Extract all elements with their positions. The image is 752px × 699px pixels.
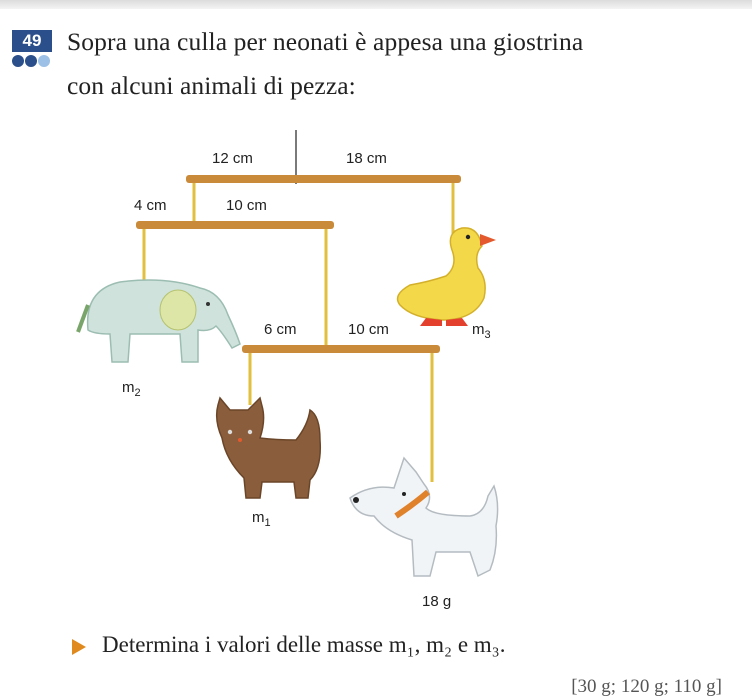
difficulty-dot-icon xyxy=(12,55,24,67)
lower-rod-right-arm-label: 10 cm xyxy=(348,321,389,338)
elephant-mass-label: $m_2$ xyxy=(122,379,141,399)
cat-icon xyxy=(217,398,321,529)
duck-mass-label: $m_3$ xyxy=(472,321,491,341)
top-border xyxy=(0,0,752,9)
problem-text-line-2: con alcuni animali di pezza: xyxy=(67,71,356,100)
mobile-figure xyxy=(70,120,510,610)
difficulty-dot-icon xyxy=(25,55,37,67)
problem-text-line-1: Sopra una culla per neonati è appesa una giostrina xyxy=(67,27,584,56)
middle-rod xyxy=(136,221,334,229)
dog-mass-label: 18 g xyxy=(422,593,452,610)
problem-number-badge: 49 xyxy=(12,30,52,52)
top-rod xyxy=(186,175,461,183)
elephant-icon xyxy=(78,280,240,399)
difficulty-dot-icon xyxy=(38,55,50,67)
dog-icon xyxy=(350,458,498,610)
task-text: Determina i valori delle masse m₁, m₂ e m₃. xyxy=(102,632,506,657)
task-arrow-icon xyxy=(72,639,86,655)
cat-mass-label: $m_1$ xyxy=(252,509,271,529)
top-rod-right-arm-label: 18 cm xyxy=(346,150,387,167)
lower-rod-left-arm-label: 6 cm xyxy=(264,321,297,338)
top-rod-left-arm-label: 12 cm xyxy=(212,150,253,167)
duck-icon xyxy=(398,228,496,341)
answer-text: [30 g; 120 g; 110 g] xyxy=(571,676,722,697)
middle-rod-left-arm-label: 4 cm xyxy=(134,197,167,214)
lower-rod xyxy=(242,345,440,353)
middle-rod-right-arm-label: 10 cm xyxy=(226,197,267,214)
